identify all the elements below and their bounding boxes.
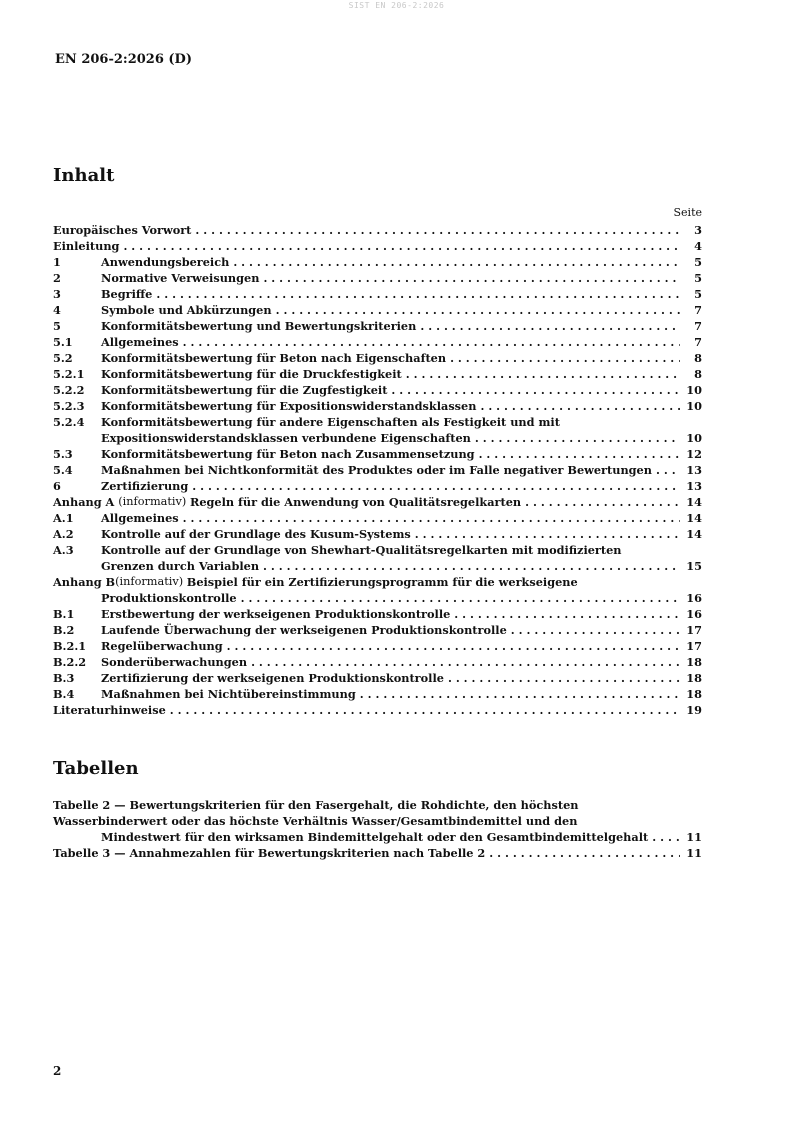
toc-entry-text — [101, 606, 702, 622]
toc-entry-title: Anwendungsbereich — [101, 255, 230, 269]
toc-entry-text — [53, 238, 702, 254]
toc-entry-title: Begriffe — [101, 287, 153, 301]
dot-leader — [188, 478, 680, 494]
table-entry[interactable] — [53, 829, 702, 845]
toc-entry-text — [101, 670, 702, 686]
document-id: EN 206-2:2026 (D) — [55, 52, 192, 67]
toc-page-number: 7 — [694, 319, 702, 333]
toc-page-number: 16 — [686, 591, 702, 605]
toc-entry-line[interactable] — [53, 414, 702, 430]
toc-entry[interactable] — [53, 478, 702, 494]
dot-leader — [259, 558, 680, 574]
dot-leader — [166, 702, 680, 718]
toc-page-number: 19 — [686, 703, 702, 717]
toc-entry-text — [101, 270, 702, 286]
toc-entry-text — [101, 638, 702, 654]
annex-type: (informativ) — [115, 575, 187, 588]
toc-page-number: 10 — [686, 431, 702, 445]
toc-entry-title: Konformitätsbewertung für Beton nach Eigenschaften — [101, 351, 447, 365]
toc-entry-number: 3 — [53, 287, 61, 301]
page-number: 2 — [53, 1064, 62, 1078]
toc-entry[interactable] — [53, 430, 702, 446]
toc-entry-text — [101, 526, 702, 542]
table-entry[interactable] — [53, 845, 702, 861]
toc-entry[interactable] — [53, 238, 702, 254]
dot-leader — [387, 382, 680, 398]
dot-leader — [471, 430, 680, 446]
toc-entry[interactable] — [53, 606, 702, 622]
toc-entry-number: A.3 — [53, 543, 74, 557]
table-page-number: 11 — [686, 830, 702, 844]
toc-entry-title: Konformitätsbewertung und Bewertungskriterien — [101, 319, 417, 333]
toc-entry[interactable] — [53, 350, 702, 366]
toc-entry[interactable] — [53, 494, 702, 510]
toc-entry-text — [101, 382, 702, 398]
toc-entry[interactable] — [53, 670, 702, 686]
toc-entry[interactable] — [53, 382, 702, 398]
toc-entry-title: Zertifizierung — [101, 479, 189, 493]
table-of-contents — [53, 222, 702, 718]
toc-entry[interactable] — [53, 286, 702, 302]
toc-entry-text — [101, 334, 702, 350]
dot-leader — [191, 222, 680, 238]
toc-entry-number: A.1 — [53, 511, 74, 525]
tables-heading: Tabellen — [53, 758, 139, 779]
dot-leader — [272, 302, 680, 318]
toc-page-number: 5 — [694, 287, 702, 301]
toc-entry-title: Regeln für die Anwendung von Qualitätsregelkarten — [189, 495, 522, 509]
toc-entry-title: Konformitätsbewertung für andere Eigenschaften als Festigkeit und mit — [101, 415, 560, 429]
toc-entry-text — [101, 446, 702, 462]
toc-page-number: 8 — [694, 351, 702, 365]
toc-entry-number: 5.3 — [53, 447, 73, 461]
toc-entry-title: Expositionswiderstandsklassen verbundene Eigenschaften — [101, 431, 471, 445]
toc-entry-number: 5.2 — [53, 351, 73, 365]
toc-entry-title: Allgemeines — [101, 511, 179, 525]
toc-entry-title: Konformitätsbewertung für Expositionswiderstandsklassen — [101, 399, 477, 413]
dot-leader — [444, 670, 680, 686]
toc-entry-number: B.4 — [53, 687, 75, 701]
toc-entry-title: Maßnahmen bei Nichtkonformität des Produktes oder im Falle negativer Bewertungen — [101, 463, 652, 477]
toc-entry-title: Grenzen durch Variablen — [101, 559, 260, 573]
toc-entry-number: B.2.1 — [53, 639, 87, 653]
dot-leader — [179, 334, 680, 350]
toc-entry-title: Europäisches Vorwort — [53, 223, 192, 237]
dot-leader — [152, 286, 680, 302]
toc-entry-text — [101, 366, 702, 382]
toc-entry-number: 2 — [53, 271, 61, 285]
toc-page-number: 15 — [686, 559, 702, 573]
toc-page-number: 18 — [686, 655, 702, 669]
toc-entry-text — [101, 654, 702, 670]
toc-entry-title: Normative Verweisungen — [101, 271, 260, 285]
toc-entry[interactable] — [53, 526, 702, 542]
toc-page-number: 14 — [686, 527, 702, 541]
toc-entry-title: Produktionskontrolle — [101, 591, 237, 605]
toc-entry-number: 5.1 — [53, 335, 73, 349]
toc-entry-title: Kontrolle auf der Grundlage des Kusum-Systems — [101, 527, 411, 541]
toc-entry-number: B.1 — [53, 607, 75, 621]
table-entry-text — [101, 829, 702, 845]
toc-entry-text — [101, 318, 702, 334]
annex-type: (informativ) — [118, 495, 190, 508]
dot-leader — [485, 845, 680, 861]
toc-entry-number: B.2 — [53, 623, 75, 637]
toc-entry-number: 5 — [53, 319, 61, 333]
table-entry-title: Tabelle 3 — Annahmezahlen für Bewertungskriterien nach Tabelle 2 — [53, 846, 486, 860]
toc-entry[interactable] — [53, 590, 702, 606]
toc-entry-text — [101, 558, 702, 574]
toc-page-number: 16 — [686, 607, 702, 621]
toc-entry[interactable] — [53, 510, 702, 526]
toc-entry[interactable] — [53, 254, 702, 270]
toc-entry-number: 4 — [53, 303, 61, 317]
toc-page-number: 10 — [686, 383, 702, 397]
toc-page-number: 4 — [694, 239, 702, 253]
toc-page-number: 13 — [686, 479, 702, 493]
toc-page-number: 14 — [686, 495, 702, 509]
toc-entry[interactable] — [53, 318, 702, 334]
toc-entry-line[interactable] — [53, 574, 702, 590]
dot-leader — [237, 590, 680, 606]
toc-entry-title: Erstbewertung der werkseigenen Produktionskontrolle — [101, 607, 451, 621]
toc-entry-title: Einleitung — [53, 239, 120, 253]
toc-page-number: 12 — [686, 447, 702, 461]
toc-entry[interactable] — [53, 686, 702, 702]
watermark: SIST EN 206-2:2026 — [348, 1, 445, 10]
toc-entry-text — [101, 462, 702, 478]
list-of-tables — [53, 797, 702, 861]
toc-entry-text — [101, 590, 702, 606]
toc-entry[interactable] — [53, 638, 702, 654]
contents-heading: Inhalt — [53, 165, 115, 186]
toc-entry-title: Beispiel für ein Zertifizierungsprogramm für die werkseigene — [186, 575, 578, 589]
toc-entry-text — [53, 702, 702, 718]
toc-entry-text — [101, 302, 702, 318]
dot-leader — [416, 318, 680, 334]
toc-entry-text — [101, 430, 702, 446]
toc-entry-title: Regelüberwachung — [101, 639, 223, 653]
toc-entry-number: A.2 — [53, 527, 74, 541]
toc-entry-number: 6 — [53, 479, 61, 493]
toc-entry-title: Konformitätsbewertung für die Zugfestigkeit — [101, 383, 388, 397]
toc-entry-title: Kontrolle auf der Grundlage von Shewhart-Qualitätsregelkarten mit modifizierten — [101, 543, 622, 557]
toc-page-number: 5 — [694, 271, 702, 285]
toc-page-number: 7 — [694, 303, 702, 317]
toc-entry-title: Maßnahmen bei Nichtübereinstimmung — [101, 687, 356, 701]
toc-entry-title: Symbole und Abkürzungen — [101, 303, 272, 317]
toc-page-number: 13 — [686, 463, 702, 477]
toc-entry-number: 5.2.1 — [53, 367, 85, 381]
toc-page-number: 8 — [694, 367, 702, 381]
toc-entry-title: Konformitätsbewertung für die Druckfestigkeit — [101, 367, 402, 381]
toc-entry[interactable] — [53, 654, 702, 670]
toc-page-number: 7 — [694, 335, 702, 349]
dot-leader — [476, 398, 680, 414]
toc-entry-text — [101, 350, 702, 366]
table-page-number: 11 — [686, 846, 702, 860]
toc-entry[interactable] — [53, 446, 702, 462]
toc-entry-number: 5.4 — [53, 463, 73, 477]
toc-entry-text — [101, 478, 702, 494]
toc-entry[interactable] — [53, 222, 702, 238]
annex-label: Anhang B — [53, 575, 116, 589]
toc-entry-title: Laufende Überwachung der werkseigenen Produktionskontrolle — [101, 623, 507, 637]
dot-leader — [259, 270, 680, 286]
dot-leader — [475, 446, 680, 462]
toc-page-number: 17 — [686, 639, 702, 653]
toc-entry-text — [101, 414, 702, 430]
dot-leader — [411, 526, 680, 542]
dot-leader — [356, 686, 680, 702]
toc-entry[interactable] — [53, 702, 702, 718]
toc-entry-title: Konformitätsbewertung für Beton nach Zusammensetzung — [101, 447, 475, 461]
dot-leader — [521, 494, 680, 510]
page-column-label: Seite — [673, 206, 702, 219]
toc-entry-text — [53, 494, 702, 510]
toc-entry[interactable] — [53, 334, 702, 350]
toc-entry-text — [101, 510, 702, 526]
dot-leader — [446, 350, 680, 366]
toc-entry-number: 5.2.3 — [53, 399, 85, 413]
toc-page-number: 18 — [686, 687, 702, 701]
dot-leader — [223, 638, 680, 654]
toc-entry[interactable] — [53, 366, 702, 382]
toc-entry[interactable] — [53, 622, 702, 638]
toc-entry-title: Literaturhinweise — [53, 703, 166, 717]
toc-entry-text — [101, 254, 702, 270]
table-entry-line: Tabelle 2 — Bewertungskriterien für den Fasergehalt, die Rohdichte, den höchsten — [53, 798, 579, 812]
toc-entry[interactable] — [53, 302, 702, 318]
toc-page-number: 3 — [694, 223, 702, 237]
table-entry-text — [53, 845, 702, 861]
toc-entry[interactable] — [53, 270, 702, 286]
toc-entry-number: 5.2.4 — [53, 415, 85, 429]
dot-leader — [402, 366, 680, 382]
toc-entry[interactable] — [53, 462, 702, 478]
toc-entry-text — [101, 542, 702, 558]
toc-entry-number: B.3 — [53, 671, 75, 685]
dot-leader — [119, 238, 680, 254]
dot-leader — [507, 622, 680, 638]
toc-entry-text — [101, 622, 702, 638]
dot-leader — [229, 254, 680, 270]
toc-entry-text — [101, 686, 702, 702]
toc-entry[interactable] — [53, 398, 702, 414]
table-entry-title: Mindestwert für den wirksamen Bindemittelgehalt oder den Gesamtbindemittelgehalt — [101, 830, 649, 844]
toc-page-number: 5 — [694, 255, 702, 269]
toc-entry-text — [101, 398, 702, 414]
toc-page-number: 18 — [686, 671, 702, 685]
table-entry-line: Wasserbinderwert oder das höchste Verhältnis Wasser/Gesamtbindemittel und den — [53, 814, 578, 828]
toc-entry-number: B.2.2 — [53, 655, 87, 669]
toc-entry-text — [53, 222, 702, 238]
dot-leader — [652, 462, 680, 478]
dot-leader — [648, 829, 680, 845]
dot-leader — [450, 606, 680, 622]
toc-entry-number: 5.2.2 — [53, 383, 85, 397]
toc-entry-line[interactable] — [53, 542, 702, 558]
dot-leader — [179, 510, 680, 526]
dot-leader — [247, 654, 680, 670]
toc-page-number: 17 — [686, 623, 702, 637]
toc-entry[interactable] — [53, 558, 702, 574]
toc-page-number: 10 — [686, 399, 702, 413]
toc-entry-text — [53, 574, 702, 590]
toc-entry-text — [101, 286, 702, 302]
toc-entry-title: Allgemeines — [101, 335, 179, 349]
toc-entry-title: Sonderüberwachungen — [101, 655, 248, 669]
toc-entry-title: Zertifizierung der werkseigenen Produktionskontrolle — [101, 671, 444, 685]
toc-entry-number: 1 — [53, 255, 61, 269]
toc-page-number: 14 — [686, 511, 702, 525]
annex-label: Anhang A — [53, 495, 119, 509]
